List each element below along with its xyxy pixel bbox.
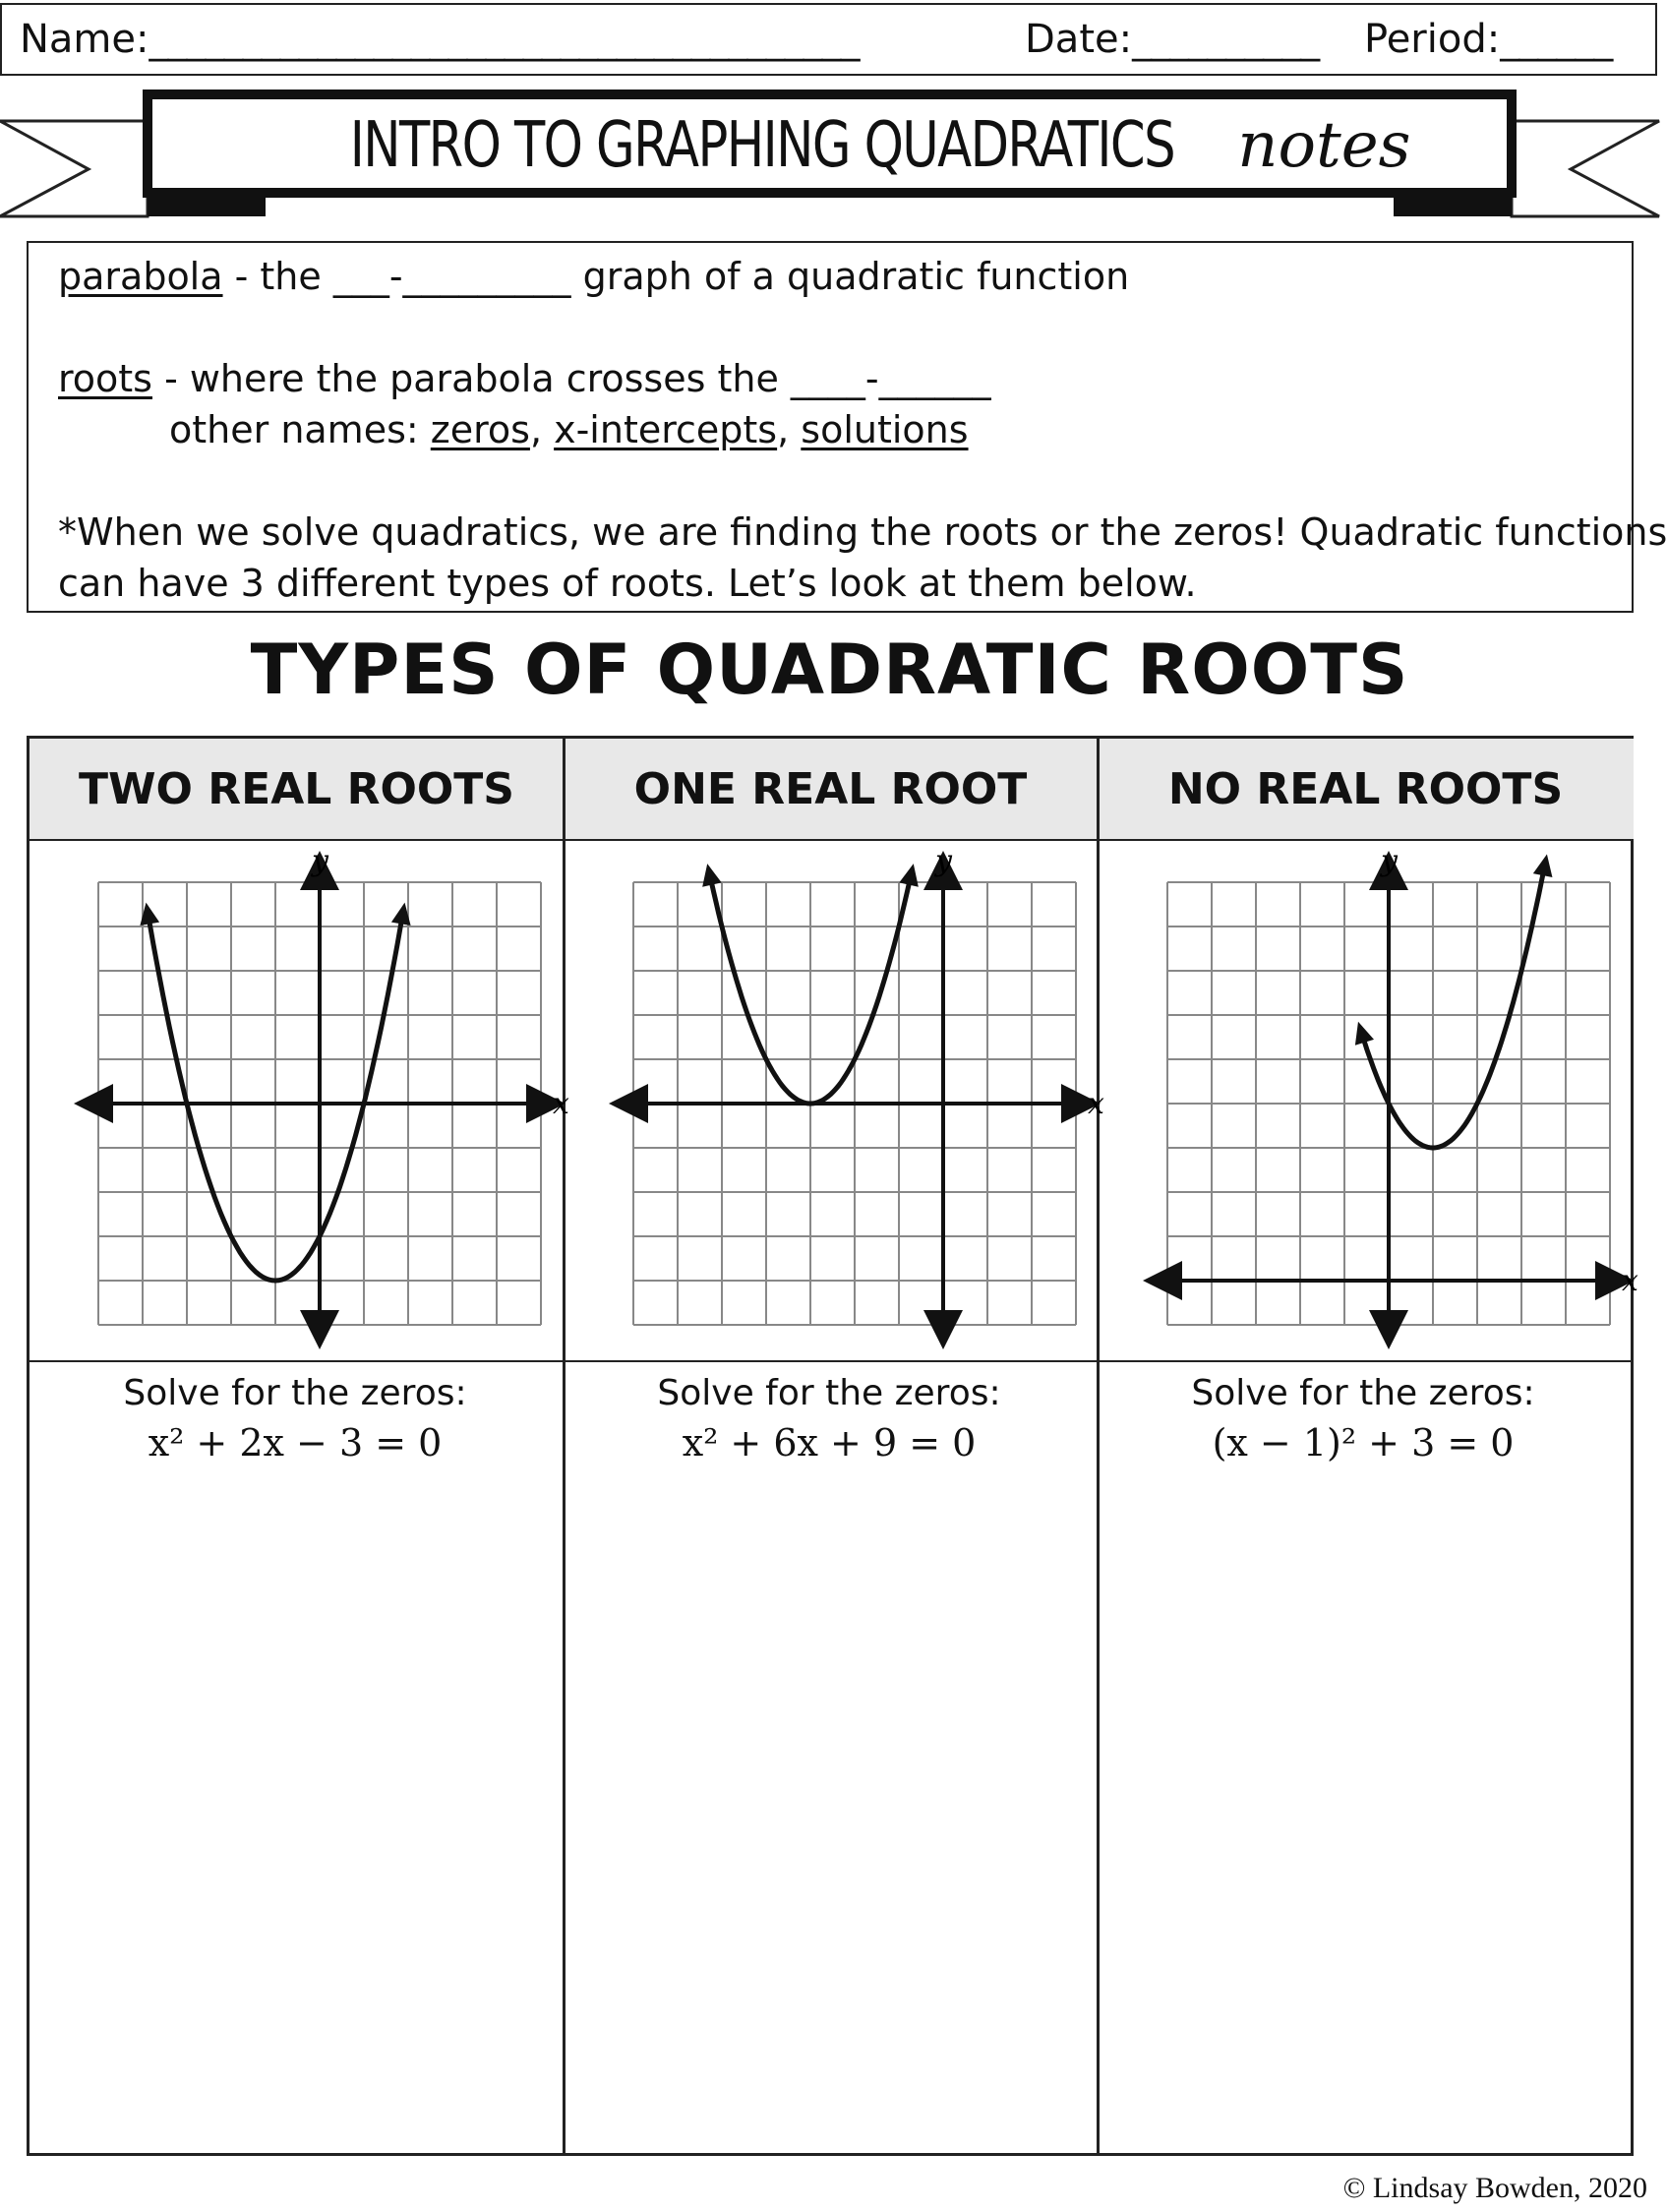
date-blank[interactable]: __________ — [1132, 17, 1320, 62]
solve-label: Solve for the zeros: — [123, 1373, 467, 1413]
banner-title — [157, 101, 1500, 190]
graph-two-real-roots — [51, 844, 569, 1356]
curve-arrowhead — [1533, 855, 1553, 878]
date-label: Date: — [1025, 17, 1133, 62]
banner-title-text: INTRO TO GRAPHING QUADRATICS — [349, 109, 1174, 182]
definitions-box — [27, 241, 1667, 613]
y-axis-label: y — [1381, 844, 1398, 878]
copyright: © Lindsay Bowden, 2020 — [1342, 2172, 1647, 2204]
equation: x² + 2x − 3 = 0 — [148, 1421, 443, 1465]
other-name-x-intercepts: x-intercepts — [554, 408, 778, 451]
y-axis-label: y — [312, 844, 328, 878]
student-info-bar — [0, 3, 1657, 76]
date-field[interactable] — [1025, 17, 1319, 62]
period-label: Period: — [1364, 17, 1501, 62]
other-names-line: other names: zeros, x-intercepts, solutions — [169, 408, 969, 451]
row-divider — [30, 1360, 1631, 1362]
y-axis-label: y — [935, 844, 952, 878]
other-name-zeros: zeros — [430, 408, 530, 451]
solve-prompt-3 — [1098, 1373, 1629, 1465]
period-blank[interactable]: ______ — [1500, 17, 1613, 62]
equation: x² + 6x + 9 = 0 — [682, 1421, 977, 1465]
period-field[interactable] — [1364, 17, 1612, 62]
x-axis-label: x — [1622, 1264, 1638, 1298]
name-blank[interactable]: ______________________________________ — [149, 17, 860, 62]
column-heading-no-real-roots: NO REAL ROOTS — [1098, 739, 1634, 841]
other-names-label: other names: — [169, 408, 431, 451]
section-title: TYPES OF QUADRATIC ROOTS — [250, 629, 1409, 710]
solve-label: Solve for the zeros: — [1191, 1373, 1535, 1413]
equation: (x − 1)² + 3 = 0 — [1212, 1421, 1515, 1465]
parabola-text: - the ___-_________ graph of a quadratic function — [222, 255, 1130, 298]
other-name-solutions: solutions — [801, 408, 969, 451]
graph-one-real-root — [586, 844, 1104, 1356]
curve-arrowhead — [1355, 1022, 1374, 1046]
x-axis-label: x — [1088, 1087, 1104, 1121]
parabola-definition — [58, 255, 1129, 298]
solve-prompt-1 — [30, 1373, 561, 1465]
curve-arrowhead — [702, 864, 722, 887]
roots-table — [27, 736, 1638, 2156]
name-label: Name: — [20, 17, 149, 62]
solve-label: Solve for the zeros: — [657, 1373, 1001, 1413]
parabola-term: parabola — [58, 255, 223, 298]
roots-text: - where the parabola crosses the ____-______ — [151, 357, 991, 400]
curve-arrowhead — [899, 864, 919, 887]
banner-script-text: notes — [1237, 109, 1411, 182]
graph-no-real-roots — [1120, 844, 1638, 1356]
x-axis-label: x — [553, 1087, 569, 1121]
roots-term: roots — [58, 357, 152, 400]
note-line-1: *When we solve quadratics, we are finding the roots or the zeros! Quadratic functions — [58, 510, 1667, 554]
column-heading-two-real-roots: TWO REAL ROOTS — [30, 739, 564, 841]
name-field[interactable] — [20, 17, 859, 62]
column-heading-one-real-root: ONE REAL ROOT — [564, 739, 1098, 841]
roots-definition — [58, 357, 991, 400]
solve-prompt-2 — [564, 1373, 1095, 1465]
note-line-2: can have 3 different types of roots. Let’s look at them below. — [58, 562, 1197, 605]
